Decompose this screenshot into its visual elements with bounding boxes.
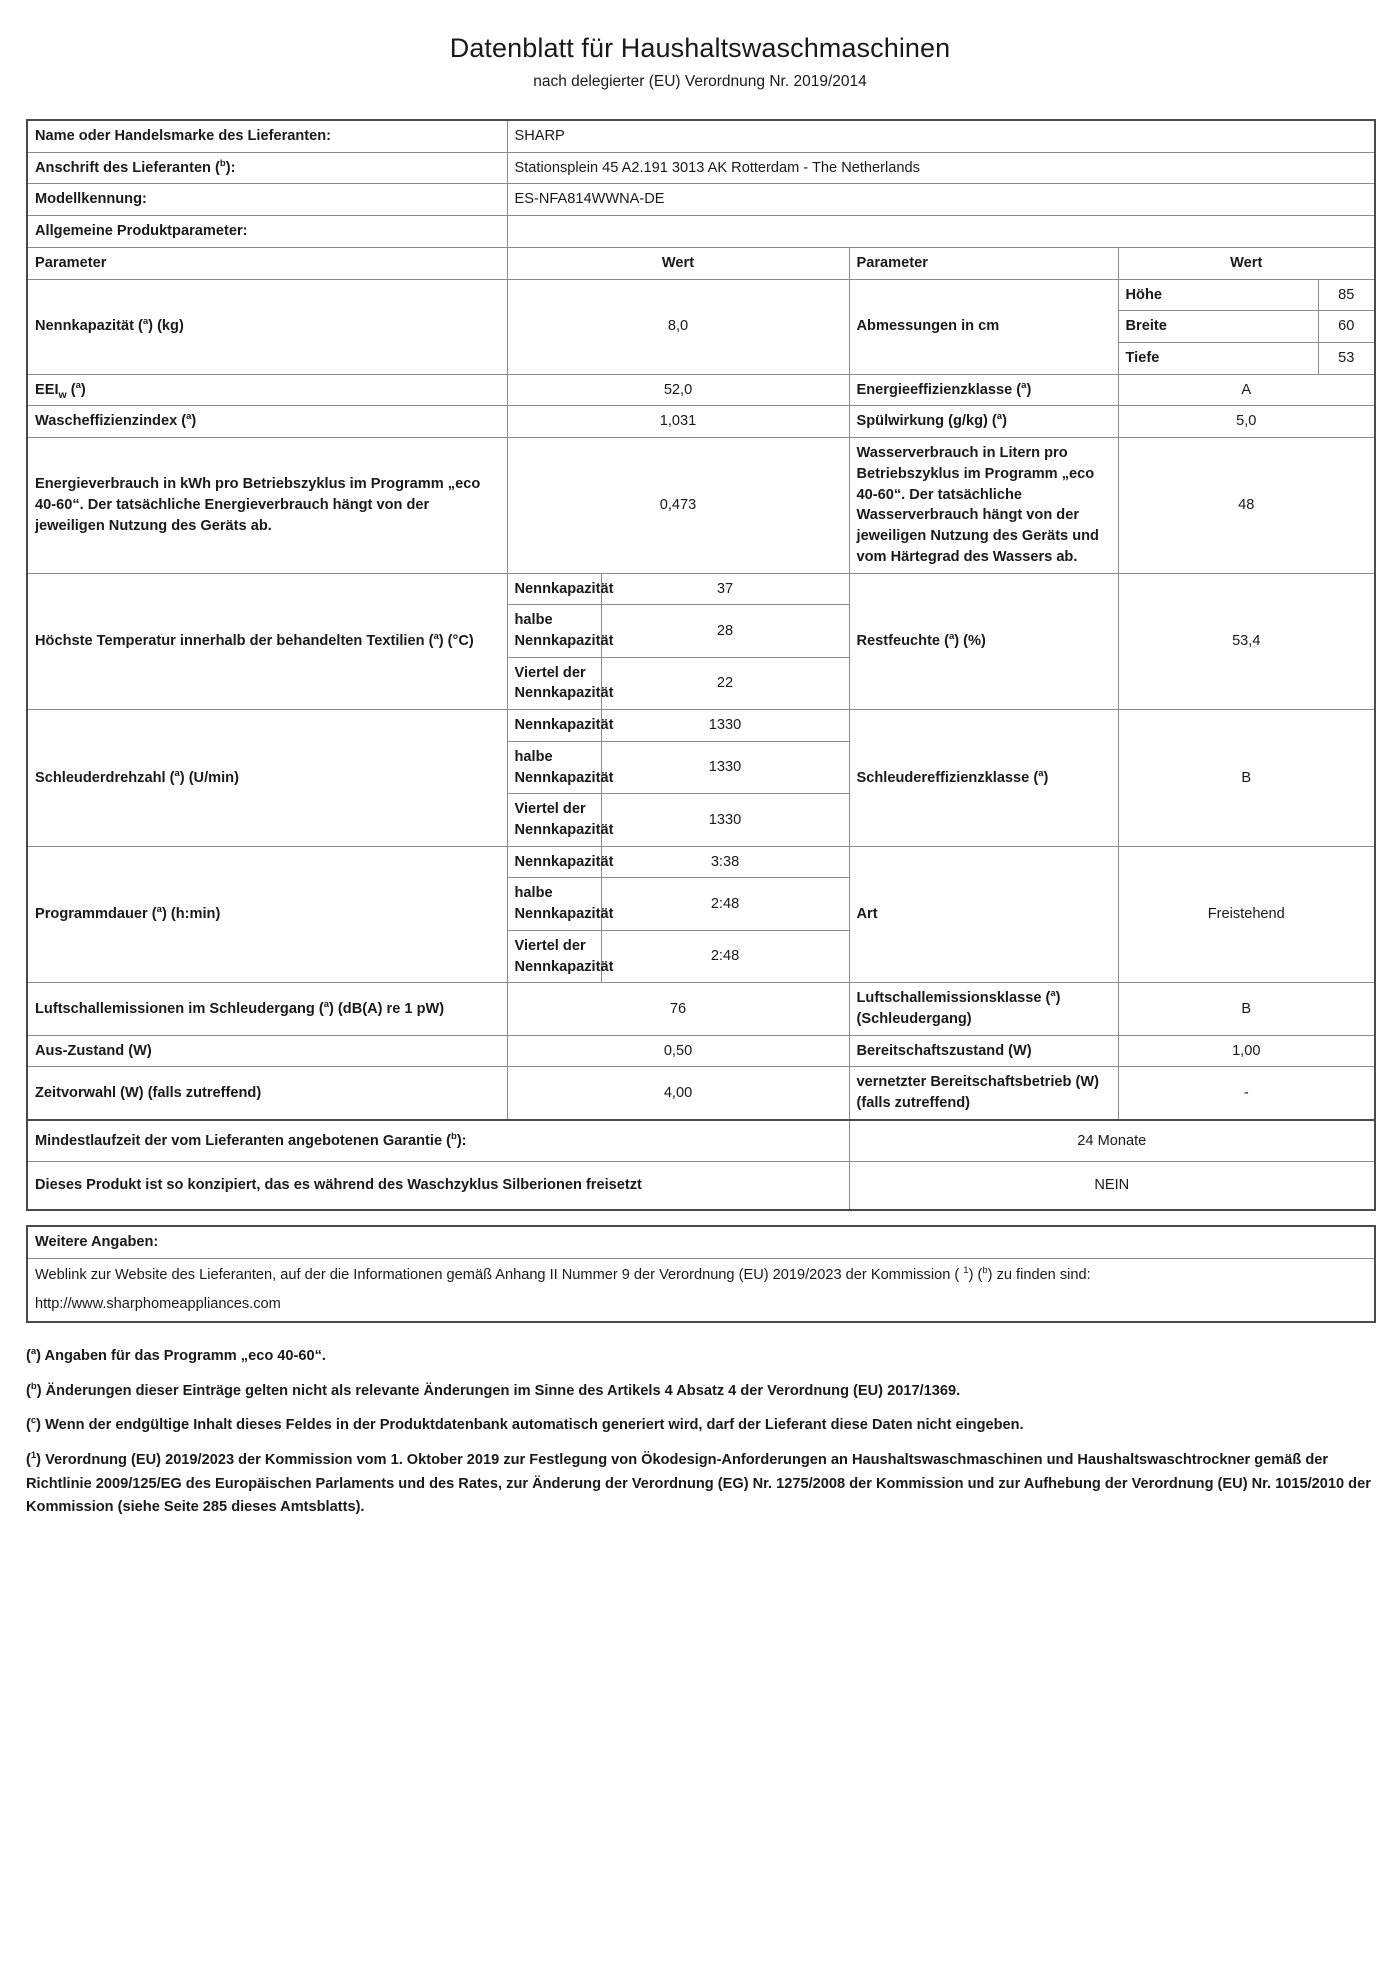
- spin-value-quarter: 1330: [601, 794, 849, 846]
- spin-class-label: Schleudereffizienzklasse ($^a$): [849, 710, 1118, 847]
- temperature-sub-rated: Nennkapazität: [507, 573, 601, 605]
- spin-sub-half: halbe Nennkapazität: [507, 741, 601, 793]
- warranty-label: Mindestlaufzeit der vom Lieferanten angebotenen Garantie ($^b$):: [27, 1120, 849, 1162]
- spin-value-half: 1330: [601, 741, 849, 793]
- footnote-marker: a: [142, 316, 149, 328]
- footnote-marker: 1: [30, 1450, 37, 1462]
- rinse-label: Spülwirkung (g/kg) ($^a$): [849, 406, 1118, 438]
- model-value: ES-NFA814WWNA-DE: [507, 184, 1375, 216]
- dimension-sub-depth: Tiefe: [1118, 343, 1318, 375]
- general-params-value: [507, 216, 1375, 248]
- footnote-marker: b: [219, 157, 226, 169]
- delay-start-value: 4,00: [507, 1067, 849, 1120]
- footnote-marker: a: [1021, 379, 1027, 391]
- program-duration-label: Programmdauer ($^a$) (h:min): [27, 846, 507, 983]
- page-subtitle: nach delegierter (EU) Verordnung Nr. 2019/2014: [533, 73, 867, 90]
- dimension-value-width: 60: [1318, 311, 1375, 343]
- water-consumption-label: Wasserverbrauch in Litern pro Betriebszyklus im Programm „eco 40-60“. Der tatsächliche Wasserverbrauch hängt von der jeweiligen Nutzung des Geräts und vom Härtegrad des Wassers ab.: [849, 438, 1118, 573]
- silver-ions-label: Dieses Produkt ist so konzipiert, das es während des Waschzyklus Silberionen freisetzt: [27, 1162, 849, 1210]
- airborne-noise-label: Luftschallemissionen im Schleudergang ($^a$) (dB(A) re 1 pW): [27, 983, 507, 1035]
- duration-sub-half: halbe Nennkapazität: [507, 878, 601, 930]
- further-info-label: Weitere Angaben:: [27, 1226, 1375, 1258]
- dimensions-label: Abmessungen in cm: [849, 279, 1118, 374]
- table-row-consumption: [27, 438, 1375, 573]
- column-header-wert-right: Wert: [1118, 247, 1375, 279]
- footnote-marker: b: [30, 1380, 37, 1392]
- temperature-sub-quarter: Viertel der Nennkapazität: [507, 657, 601, 709]
- footnote-marker: a: [156, 904, 162, 916]
- footnote-marker: c: [30, 1415, 37, 1427]
- dimension-value-height: 85: [1318, 279, 1375, 311]
- eei-label: $EEI_w$ ($^a$): [27, 374, 507, 406]
- duration-sub-quarter: Viertel der Nennkapazität: [507, 930, 601, 982]
- appliance-type-label: Art: [849, 846, 1118, 983]
- spin-sub-quarter: Viertel der Nennkapazität: [507, 794, 601, 846]
- supplier-address-value: Stationsplein 45 A2.191 3013 AK Rotterdam - The Netherlands: [507, 152, 1375, 184]
- footnote-marker: a: [174, 767, 180, 779]
- dimension-sub-width: Breite: [1118, 311, 1318, 343]
- table-row-temperature-rated: [27, 573, 1375, 605]
- silver-ions-value: NEIN: [849, 1162, 1375, 1210]
- page-title: Datenblatt für Haushaltswaschmaschinen: [449, 33, 951, 63]
- appliance-type-value: Freistehend: [1118, 846, 1375, 983]
- noise-class-label: Luftschallemissionsklasse ($^a$) (Schleudergang): [849, 983, 1118, 1035]
- table-row-capacity-height: [27, 279, 1375, 311]
- residual-moisture-label: Restfeuchte ($^a$) (%): [849, 573, 1118, 710]
- networked-standby-value: -: [1118, 1067, 1375, 1120]
- weblink-description: Weblink zur Website des Lieferanten, auf der die Informationen gemäß Anhang II Nummer 9 der Verordnung (EU) 2019/2023 der Kommission ( $^1$) ($^b$) zu finden sind:: [35, 1264, 1091, 1283]
- weblink-cell: [27, 1258, 1375, 1322]
- footnote-marker: a: [75, 379, 81, 391]
- table-row-weblink: [27, 1258, 1375, 1322]
- footnote-marker: a: [186, 411, 192, 423]
- footnote-marker: b: [451, 1130, 457, 1142]
- temperature-value-quarter: 22: [601, 657, 849, 709]
- networked-standby-label: vernetzter Bereitschaftsbetrieb (W) (falls zutreffend): [849, 1067, 1118, 1120]
- rated-capacity-value: 8,0: [507, 279, 849, 374]
- temperature-sub-half: halbe Nennkapazität: [507, 605, 601, 657]
- temperature-value-half: 28: [601, 605, 849, 657]
- energy-class-value: A: [1118, 374, 1375, 406]
- footnote-marker: a: [433, 631, 439, 643]
- spacer-cell: [27, 1210, 1375, 1226]
- table-row-supplier-address: [27, 152, 1375, 184]
- spin-sub-rated: Nennkapazität: [507, 710, 601, 742]
- energy-consumption-value: 0,473: [507, 438, 849, 573]
- rinse-value: 5,0: [1118, 406, 1375, 438]
- table-row-eei: [27, 374, 1375, 406]
- off-mode-value: 0,50: [507, 1035, 849, 1067]
- residual-moisture-value: 53,4: [1118, 573, 1375, 710]
- footnote-marker: 1: [963, 1264, 969, 1276]
- table-row-silver-ions: [27, 1162, 1375, 1210]
- footnote-c: ($^c$) Wenn der endgültige Inhalt dieses Feldes in der Produktdatenbank automatisch generiert wird, darf der Lieferant diese Daten nicht eingeben.: [26, 1415, 1024, 1434]
- wash-efficiency-value: 1,031: [507, 406, 849, 438]
- duration-sub-rated: Nennkapazität: [507, 846, 601, 878]
- weblink-url[interactable]: http://www.sharphomeappliances.com: [35, 1296, 281, 1313]
- table-row-spin-rated: [27, 710, 1375, 742]
- duration-value-half: 2:48: [601, 878, 849, 930]
- spin-class-value: B: [1118, 710, 1375, 847]
- table-spacer: [27, 1210, 1375, 1226]
- noise-class-value: B: [1118, 983, 1375, 1035]
- standby-label: Bereitschaftszustand (W): [849, 1035, 1118, 1067]
- table-row-noise: [27, 983, 1375, 1035]
- table-row-off-mode: [27, 1035, 1375, 1067]
- table-row-delay-start: [27, 1067, 1375, 1120]
- footnote-b: ($^b$) Änderungen dieser Einträge gelten nicht als relevante Änderungen im Sinne des Artikels 4 Absatz 4 der Verordnung (EU) 2017/1369.: [26, 1380, 961, 1399]
- table-row-wash-efficiency: [27, 406, 1375, 438]
- model-label: Modellkennung:: [27, 184, 507, 216]
- max-temperature-label: Höchste Temperatur innerhalb der behandelten Textilien ($^a$) (°C): [27, 573, 507, 710]
- footnotes-section: [26, 1345, 1374, 1520]
- table-row-duration-rated: [27, 846, 1375, 878]
- table-row-supplier-name: [27, 120, 1375, 152]
- dimension-value-depth: 53: [1318, 343, 1375, 375]
- footnote-1: ($^1$) Verordnung (EU) 2019/2023 der Kommission vom 1. Oktober 2019 zur Festlegung von Ökodesign-Anforderungen an Haushaltswaschmaschinen und Haushaltswaschtrockner gemäß der Richtlinie 2009/125/EG des Europäischen Parlaments und des Rates, zur Änderung der Verordnung (EG) Nr. 1275/2008 der Kommission und zur Aufhebung der Verordnung (EU) Nr. 1015/2010 der Kommission (siehe Seite 285 dieses Amtsblatts).: [26, 1450, 1371, 1516]
- rated-capacity-label: Nennkapazität ($^a$) (kg): [27, 279, 507, 374]
- supplier-name-label: Name oder Handelsmarke des Lieferanten:: [27, 120, 507, 152]
- duration-value-quarter: 2:48: [601, 930, 849, 982]
- delay-start-label: Zeitvorwahl (W) (falls zutreffend): [27, 1067, 507, 1120]
- off-mode-label: Aus-Zustand (W): [27, 1035, 507, 1067]
- footnote-marker: a: [996, 411, 1003, 423]
- table-row-warranty: [27, 1120, 1375, 1162]
- footnote-a: ($^a$) Angaben für das Programm „eco 40-60“.: [26, 1346, 326, 1365]
- standby-value: 1,00: [1118, 1035, 1375, 1067]
- footnote-marker: a: [323, 998, 329, 1010]
- supplier-address-label: Anschrift des Lieferanten ($^b$):: [27, 152, 507, 184]
- footnote-marker: a: [1050, 988, 1056, 1000]
- spin-value-rated: 1330: [601, 710, 849, 742]
- column-header-parameter-right: Parameter: [849, 247, 1118, 279]
- eei-value: 52,0: [507, 374, 849, 406]
- spin-speed-label: Schleuderdrehzahl ($^a$) (U/min): [27, 710, 507, 847]
- table-row-further-info-header: [27, 1226, 1375, 1258]
- general-params-label: Allgemeine Produktparameter:: [27, 216, 507, 248]
- table-row-model: [27, 184, 1375, 216]
- energy-class-label: Energieeffizienzklasse ($^a$): [849, 374, 1118, 406]
- temperature-value-rated: 37: [601, 573, 849, 605]
- warranty-value: 24 Monate: [849, 1120, 1375, 1162]
- product-datasheet-table: [26, 119, 1376, 1323]
- footnote-marker: a: [948, 631, 955, 643]
- table-row-general-params: [27, 216, 1375, 248]
- footnote-marker: a: [1038, 767, 1044, 779]
- duration-value-rated: 3:38: [601, 846, 849, 878]
- footnote-marker: b: [982, 1264, 988, 1276]
- dimension-sub-height: Höhe: [1118, 279, 1318, 311]
- column-header-wert-left: Wert: [507, 247, 849, 279]
- table-row-column-headers: [27, 247, 1375, 279]
- wash-efficiency-label: Wascheffizienzindex ($^a$): [27, 406, 507, 438]
- supplier-name-value: SHARP: [507, 120, 1375, 152]
- airborne-noise-value: 76: [507, 983, 849, 1035]
- water-consumption-value: 48: [1118, 438, 1375, 573]
- column-header-parameter-left: Parameter: [27, 247, 507, 279]
- energy-consumption-label: Energieverbrauch in kWh pro Betriebszyklus im Programm „eco 40-60“. Der tatsächliche Energieverbrauch hängt von der jeweiligen Nutzung des Geräts ab.: [27, 438, 507, 573]
- footnote-marker: a: [30, 1346, 37, 1358]
